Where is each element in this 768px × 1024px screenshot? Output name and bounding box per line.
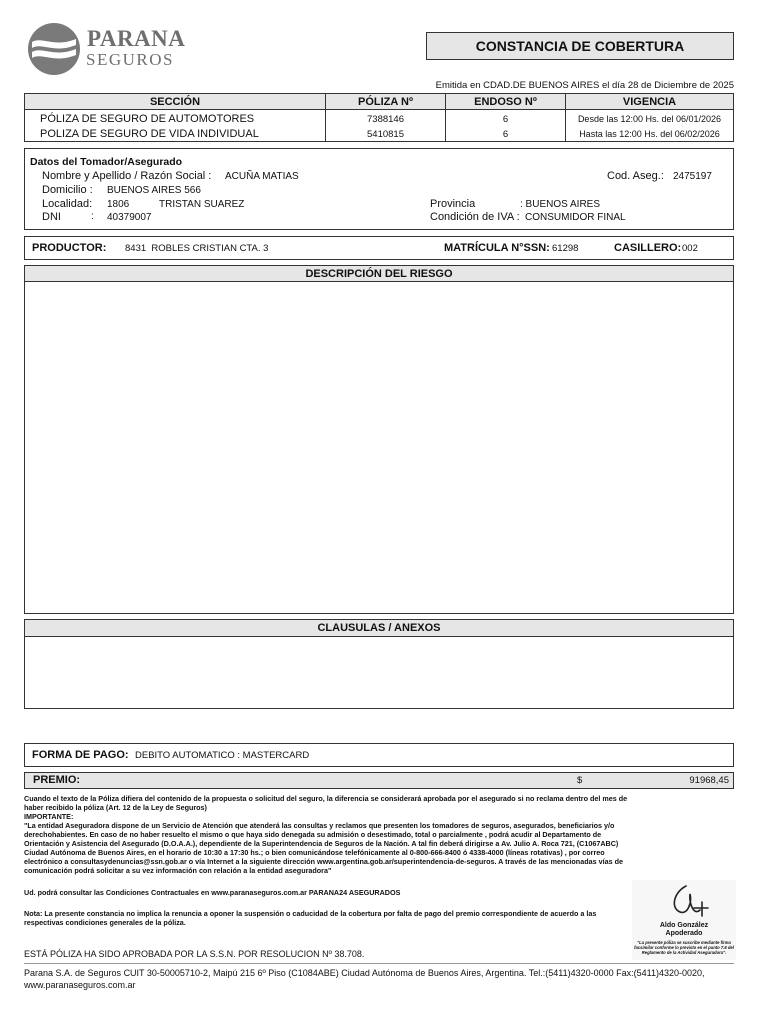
policy-row-1-endoso: 6 xyxy=(502,114,509,125)
clausulas-title: CLAUSULAS / ANEXOS xyxy=(25,620,733,637)
matricula-label: MATRÍCULA N°SSN: xyxy=(444,242,550,254)
dni-value: 40379007 xyxy=(107,212,152,223)
localidad-value: TRISTAN SUAREZ xyxy=(159,199,245,210)
premio-box xyxy=(24,772,734,789)
descripcion-title: DESCRIPCIÓN DEL RIESGO xyxy=(25,266,733,282)
localidad-label: Localidad: xyxy=(42,198,93,210)
brand-logo xyxy=(24,22,184,77)
productor-box xyxy=(24,236,734,260)
policy-row-2-endoso: 6 xyxy=(502,129,509,140)
tomador-title: Datos del Tomador/Asegurado xyxy=(30,156,183,168)
domicilio-label: Domicilio : xyxy=(42,184,93,196)
legal-conditions: Ud. podrá consultar las Condiciones Contractuales en www.paranaseguros.com.ar PARANA24 ASEGURADOS xyxy=(24,888,401,897)
iva-value: CONSUMIDOR FINAL xyxy=(525,212,626,223)
policy-row-1-vigencia: Desde las 12:00 Hs. del 06/01/2026 xyxy=(577,114,722,124)
parana-logo-icon xyxy=(24,22,84,76)
policy-row-1-poliza: 7388146 xyxy=(367,114,404,125)
legal-important: IMPORTANTE: xyxy=(24,812,74,821)
emission-line: Emitida en CDAD.DE BUENOS AIRES el día 28 de Diciembre de 2025 xyxy=(435,80,734,91)
premio-currency: $ xyxy=(577,775,583,786)
col-endoso: ENDOSO Nº xyxy=(474,96,537,108)
premio-value: 91968,45 xyxy=(689,775,729,786)
nombre-value: ACUÑA MATIAS xyxy=(225,171,299,182)
policy-row-2-seccion: POLIZA DE SEGURO DE VIDA INDIVIDUAL xyxy=(40,128,259,140)
localidad-cp: 1806 xyxy=(107,199,130,210)
legal-text-doaa: "La entidad Aseguradora dispone de un Servicio de Atención que atenderá las consultas y reclamos que presenten los tomadores de seguros, asegurados, beneficiarios y/o derechohabientes. En caso de no haber resuelto el mismo o que haya sido denegada su admisión o desestimado, total o parcialmente , podrá acudir al Departamento de Orientación y Asistencia del Asegurado (D.O.A.A.), dependiente de la Superintendencia de Seguros de la Nación. A tal fin deberá dirigirse a Av. Julio A. Roca 721, (C1067ABC) Ciudad Autónoma de Buenos Aires, en el horario de 10:30 a 17:30 hs.; o bien comunicándose telefónicamente al 0-800-666-8400 ó 4338-4000 (líneas rotativas) , por correo electrónico a consultasydenuncias@ssn.gob.ar o vía Internet a la siguiente dirección www.argentina.gob.ar/superintendencia-de-seguros. A través de las mencionadas vías de comunicación podrá solicitar a su vez información con relación a la entidad aseguradora" xyxy=(24,821,623,875)
footer-website: www.paranaseguros.com.ar xyxy=(24,980,136,990)
tomador-box xyxy=(24,148,734,230)
col-seccion: SECCIÓN xyxy=(25,96,325,108)
provincia-label: Provincia xyxy=(430,198,476,210)
matricula-value: 61298 xyxy=(552,243,579,254)
document-title-box xyxy=(426,32,734,60)
brand-name-bottom: SEGUROS xyxy=(86,50,174,69)
provincia-value: : BUENOS AIRES xyxy=(520,199,601,210)
nombre-label: Nombre y Apellido / Razón Social : xyxy=(42,170,212,182)
footer-divider xyxy=(24,963,734,964)
signature-name: Aldo González xyxy=(659,922,709,929)
dni-colon: : xyxy=(91,211,94,222)
forma-pago-value: DEBITO AUTOMATICO : MASTERCARD xyxy=(135,750,310,761)
legal-text-1: Cuando el texto de la Póliza difiera del contenido de la propuesta o solicitud del seguro, la diferencia se considerará aprobada por el asegurado si no reclama dentro del mes de haber recibido la póliza (Art. 12 de la Ley de Seguros) xyxy=(24,794,628,812)
col-poliza: PÓLIZA Nº xyxy=(358,96,413,108)
signature-icon xyxy=(656,882,716,922)
policy-row-1-seccion: PÓLIZA DE SEGURO DE AUTOMOTORES xyxy=(40,113,255,125)
premio-label: PREMIO: xyxy=(33,774,81,786)
dni-label: DNI xyxy=(42,211,61,223)
cod-aseg-value: 2475197 xyxy=(673,171,712,182)
signature-note: "La presente póliza se suscribe mediante firma facsimilar conforme lo previsto en el punto 7.8 del Reglamento de la Actividad Aseguradora". xyxy=(634,940,734,955)
ssn-approval: ESTÁ PÓLIZA HA SIDO APROBADA POR LA S.S.N. POR RESOLUCION Nº 38.708. xyxy=(24,949,365,959)
legal-note: Nota: La presente constancia no implica la renuncia a oponer la suspensión o caducidad de la cobertura por falta de pago del premio correspondiente de acuerdo a las respectivas condiciones generales de la póliza. xyxy=(24,909,597,927)
forma-pago-label: FORMA DE PAGO: xyxy=(32,749,129,761)
productor-label: PRODUCTOR: xyxy=(32,242,107,254)
footer-line-1: Parana S.A. de Seguros CUIT 30-50005710-2, Maipú 215 6º Piso (C1084ABE) Ciudad Autónoma de Buenos Aires, Argentina. Tel.:(5411)4320-0000 Fax:(5411)4320-0020, xyxy=(24,968,705,978)
casillero-value: 002 xyxy=(682,243,698,254)
policy-row-2-poliza: 5410815 xyxy=(367,129,404,140)
casillero-label: CASILLERO: xyxy=(614,242,682,254)
domicilio-value: BUENOS AIRES 566 xyxy=(107,185,201,196)
policy-row-2-vigencia: Hasta las 12:00 Hs. del 06/02/2026 xyxy=(579,129,720,139)
signature-role: Apoderado xyxy=(665,930,703,937)
signature-block xyxy=(632,880,736,960)
productor-value: 8431 ROBLES CRISTIAN CTA. 3 xyxy=(125,243,269,254)
brand-name-top: PARANA xyxy=(87,26,186,51)
policy-table xyxy=(24,93,734,142)
col-vigencia: VIGENCIA xyxy=(622,96,677,108)
iva-label: Condición de IVA : xyxy=(430,211,520,223)
forma-pago-box xyxy=(24,743,734,767)
descripcion-box xyxy=(24,265,734,614)
clausulas-box xyxy=(24,619,734,709)
document-title: CONSTANCIA DE COBERTURA xyxy=(475,38,685,54)
cod-aseg-label: Cod. Aseg.: xyxy=(607,170,664,182)
